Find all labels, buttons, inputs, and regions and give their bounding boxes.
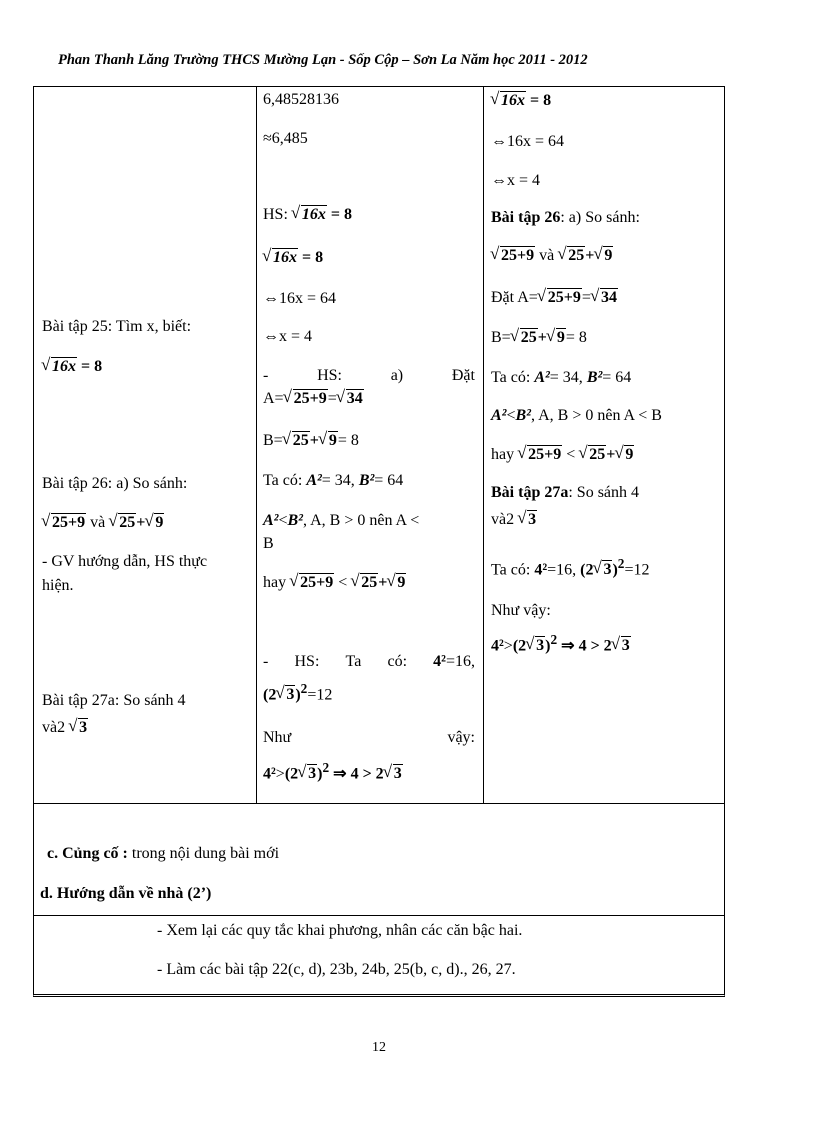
bt26-title-board: Bài tập 26: a) So sánh: xyxy=(491,209,640,226)
bt26-title: Bài tập 26: a) So sánh: xyxy=(42,475,188,492)
column-divider-1 xyxy=(256,87,257,803)
bt26-expression: √ 25+9 và √ 25+√ 9 xyxy=(42,513,164,533)
nhu-vay-line: Như vậy: xyxy=(263,729,475,746)
value-full: 6,48528136 xyxy=(263,91,339,108)
hs-b-line: - HS: Ta có: 4²=16, xyxy=(263,653,475,670)
inequality-line-board: A²<B², A, B > 0 nên A < B xyxy=(491,407,662,424)
bt25-title: Bài tập 25: Tìm x, biết: xyxy=(42,318,192,335)
cung-co-line: c. Củng cố : trong nội dung bài mới xyxy=(47,845,280,862)
inequality-line: A²<B², A, B > 0 nên A < xyxy=(263,512,420,529)
page-header: Phan Thanh Lăng Trường THCS Mường Lạn - Sốp Cộp – Sơn La Năm học 2011 - 2012 xyxy=(58,52,588,68)
squares-line-board: Ta có: A²= 34, B²= 64 xyxy=(491,369,632,386)
column-divider-2 xyxy=(483,87,484,803)
bt27-title-board: Bài tập 27a: So sánh 4 xyxy=(491,484,640,501)
row-divider-1 xyxy=(34,803,724,804)
taco-line-board: Ta có: 4²=16, (2√ 3)$^2$=12 xyxy=(491,554,650,580)
two-sqrt3-squared: (2√ 3)$^2$=12 xyxy=(263,679,332,705)
eq-x-4-board: ⇔x = 4 xyxy=(491,172,541,189)
equation-sqrt16x-board: √ 16x = 8 xyxy=(491,91,551,111)
page-number: 12 xyxy=(372,1040,386,1055)
hay-line-board: hay √ 25+9 < √ 25+√ 9 xyxy=(491,445,634,465)
a-definition-board: Đặt A=√ 25+9=√ 34 xyxy=(491,288,618,308)
bt27-title: Bài tập 27a: So sánh 4 xyxy=(42,692,186,709)
equation-sqrt16x: √ 16x = 8 xyxy=(263,248,323,268)
eq-16x-64: ⇔16x = 64 xyxy=(263,290,337,307)
a-definition: A=√ 25+9=√ 34 xyxy=(263,389,364,409)
bt27-line2: và2 √ 3 xyxy=(42,718,88,738)
nhu-vay-board: Như vậy: xyxy=(491,602,551,619)
value-approx: ≈6,485 xyxy=(263,130,308,147)
eq-x-4: ⇔x = 4 xyxy=(263,328,313,345)
lesson-table xyxy=(33,86,725,997)
hay-line: hay √ 25+9 < √ 25+√ 9 xyxy=(263,573,406,593)
squares-line: Ta có: A²= 34, B²= 64 xyxy=(263,472,404,489)
bt26-guide-line1: - GV hướng dẫn, HS thực xyxy=(42,553,208,570)
bt26-expression-board: √ 25+9 và √ 25+√ 9 xyxy=(491,246,613,266)
homework-line1: - Xem lại các quy tắc khai phương, nhân các căn bậc hai. xyxy=(157,922,523,939)
homework-line2: - Làm các bài tập 22(c, d), 23b, 24b, 25(b, c, d)., 26, 27. xyxy=(157,961,516,978)
hs-a-line: - HS: a) Đặt xyxy=(263,367,475,384)
row-divider-2 xyxy=(34,915,724,916)
inequality-cont: B xyxy=(263,535,274,552)
conclusion-board: 4²>(2√ 3)$^2$ ⇒ 4 > 2√ 3 xyxy=(491,630,631,656)
eq-16x-64-board: ⇔16x = 64 xyxy=(491,133,565,150)
bt27-line2-board: và2 √ 3 xyxy=(491,510,537,530)
bt25-equation: √ 16x = 8 xyxy=(42,357,102,377)
bt26-guide-line2: hiện. xyxy=(42,577,74,594)
hs-equation: HS: √ 16x = 8 xyxy=(263,205,352,225)
huong-dan-heading: d. Hướng dẫn về nhà (2’) xyxy=(40,885,212,902)
b-definition-board: B=√ 25+√ 9= 8 xyxy=(491,328,587,348)
b-definition: B=√ 25+√ 9= 8 xyxy=(263,431,359,451)
conclusion-col2: 4²>(2√ 3)$^2$ ⇒ 4 > 2√ 3 xyxy=(263,758,403,784)
